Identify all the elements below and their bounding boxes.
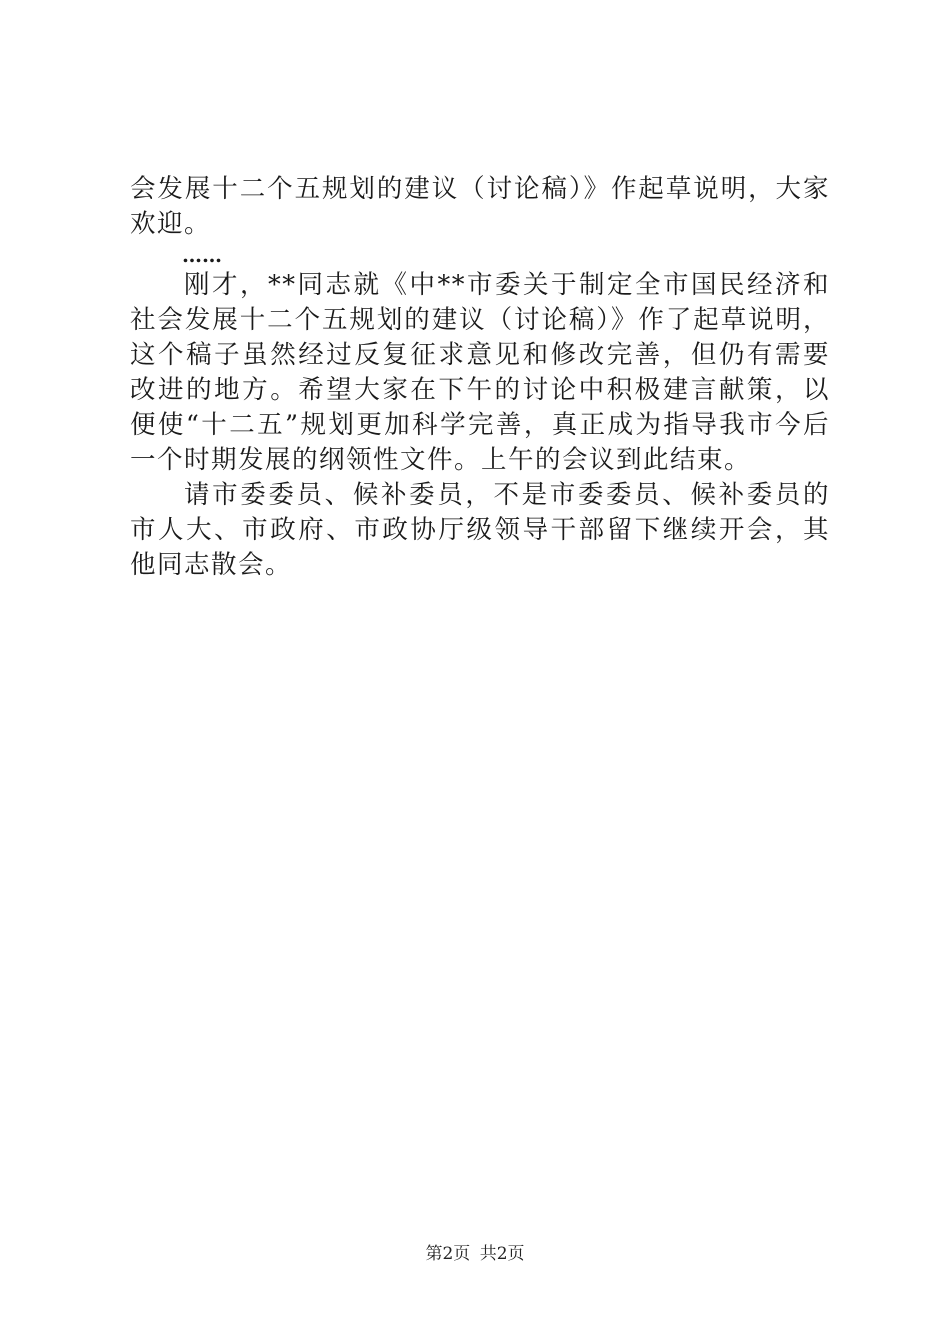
- page-total: 共2页: [479, 1244, 525, 1264]
- document-body: [130, 172, 830, 583]
- ellipsis-separator: ……: [182, 243, 222, 267]
- paragraph-closing-remarks: 刚才，**同志就《中**市委关于制定全市国民经济和社会发展十二个五规划的建议（讨论稿）》作了起草说明，这个稿子虽然经过反复征求意见和修改完善，但仍有需要改进的地方。希望大家在下午的讨论中积极建言献策，以便使“十二五”规划更加科学完善，真正成为指导我市今后一个时期发展的纲领性文件。上午的会议到此结束。: [130, 270, 830, 475]
- paragraph-continuation: 会发展十二个五规划的建议（讨论稿）》作起草说明，大家欢迎。: [130, 174, 830, 239]
- paragraph-dismissal: 请市委委员、候补委员，不是市委委员、候补委员的市人大、市政府、市政协厅级领导干部留下继续开会，其他同志散会。: [130, 480, 830, 580]
- page-number: 第2页: [425, 1244, 471, 1264]
- page-footer: [0, 1243, 950, 1265]
